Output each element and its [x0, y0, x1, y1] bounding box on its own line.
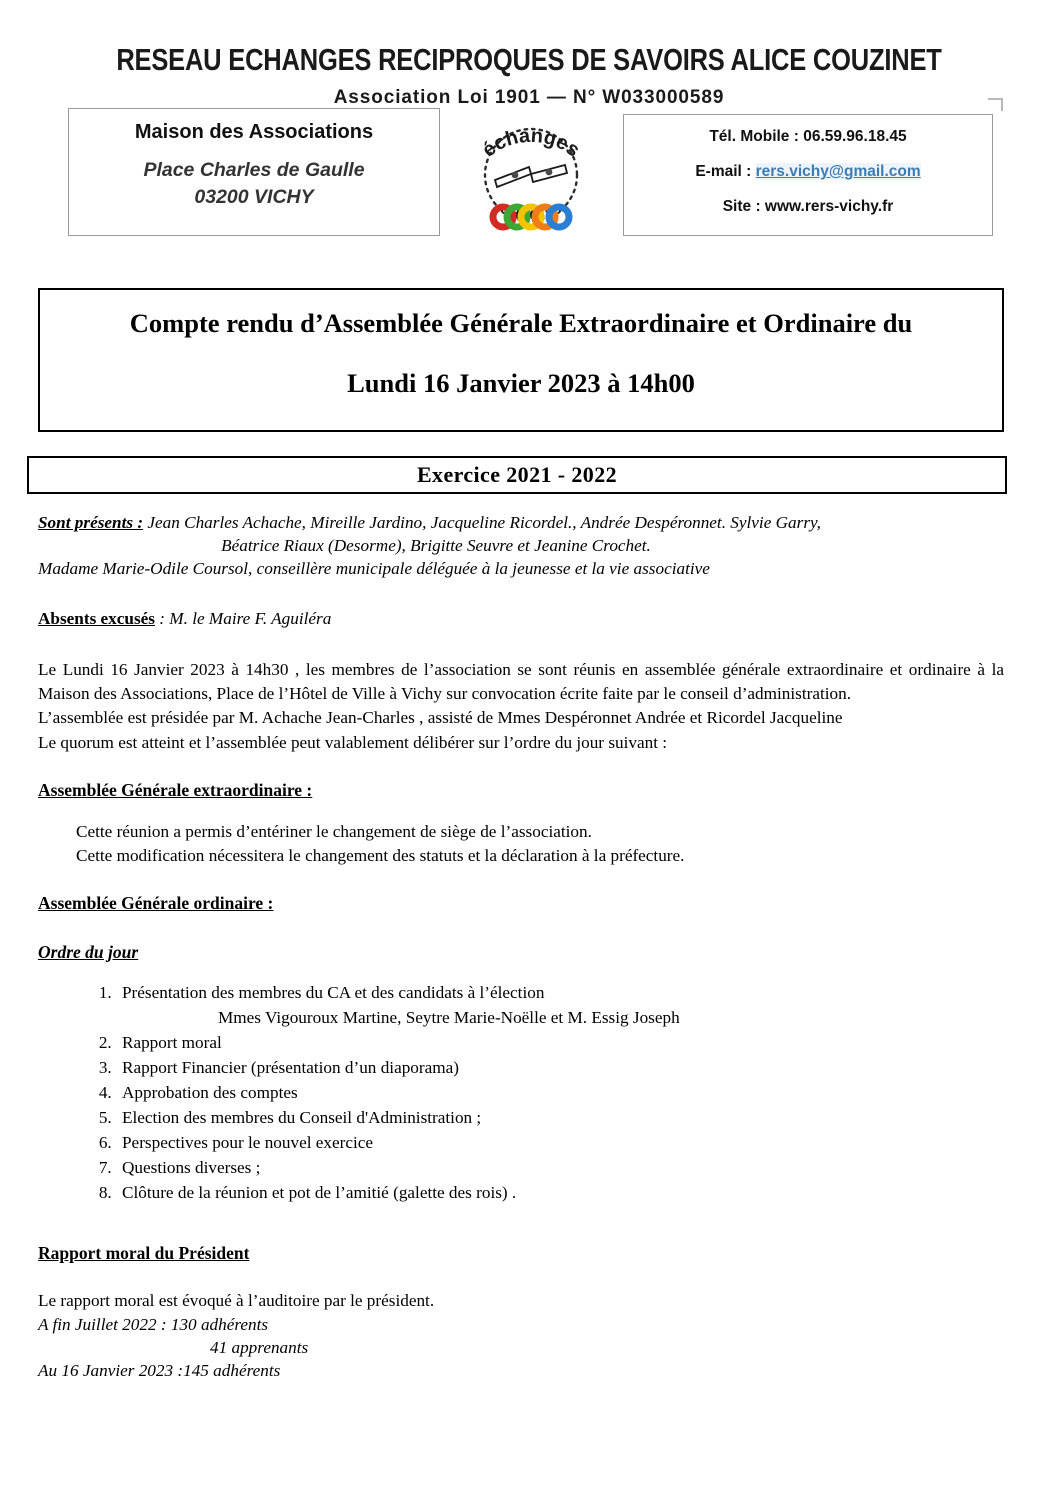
email-line — [624, 163, 992, 181]
agenda-list — [38, 981, 1004, 1205]
address-line-2: Place Charles de Gaulle — [143, 159, 365, 181]
agenda-item: 2. Rapport moral — [116, 1031, 1004, 1056]
section-heading-ordinaire: Assemblée Générale ordinaire : — [38, 892, 274, 913]
agenda-item: 5. Election des membres du Conseil d'Administration ; — [116, 1106, 1004, 1131]
ordre-du-jour-heading: Ordre du jour — [38, 942, 139, 963]
letterhead — [0, 0, 1058, 109]
phone-line: Tél. Mobile : 06.59.96.18.45 — [709, 128, 907, 145]
document-title-line-2: Lundi 16 Janvier 2023 à 14h00 — [347, 367, 695, 398]
logo-arc-text-savoirs: savoirs — [496, 197, 566, 226]
email-link[interactable]: rers.vichy@gmail.com — [755, 163, 921, 180]
extraordinaire-line-2: Cette modification nécessitera le changement des statuts et la déclaration à la préfecture. — [76, 846, 685, 866]
section-heading-extraordinaire: Assemblée Générale extraordinaire : — [38, 780, 313, 801]
logo-arc-text-echanges: échanges — [478, 124, 584, 162]
logo-graphic — [455, 118, 607, 232]
agenda-item: 4. Approbation des comptes — [116, 1081, 1004, 1106]
document-title-line-1: Compte rendu d’Assemblée Générale Extraordinaire et Ordinaire du — [129, 308, 913, 338]
agenda-item: 6. Perspectives pour le nouvel exercice — [116, 1131, 1004, 1156]
agenda-item-text: Présentation des membres du CA et des candidats à l’élection — [122, 983, 545, 1003]
absent-value: : M. le Maire F. Aguiléra — [154, 608, 332, 628]
agenda-item: 7. Questions diverses ; — [116, 1156, 1004, 1181]
present-label: Sont présents : — [38, 513, 144, 532]
rapport-moral-body — [38, 1289, 1004, 1383]
website-line: Site : www.rers-vichy.fr — [722, 198, 894, 215]
agenda-item — [116, 981, 1004, 1031]
exercice-label: Exercice 2021 - 2022 — [416, 462, 618, 487]
address-line-3: 03200 VICHY — [194, 186, 314, 208]
intro-paragraph: Le Lundi 16 Janvier 2023 à 14h30 , les membres de l’association se sont réunis en assemblée générale extraordinaire et ordinaire à la Maison des Associations, Place de l’Hôtel de Ville à Vichy sur convocation écrite faite par le conseil d’administration. — [38, 659, 1004, 703]
intro-line-2: L’assemblée est présidée par M. Achache Jean-Charles , assisté de Mmes Despéronnet Andrée et Ricordel Jacqueline — [38, 708, 843, 728]
book-icon — [495, 165, 567, 187]
present-names-line-1: Jean Charles Achache, Mireille Jardino, Jacqueline Ricordel., Andrée Despéronnet. Sylvie Garry, — [143, 513, 821, 532]
agenda-item: 3. Rapport Financier (présentation d’un diaporama) — [116, 1056, 1004, 1081]
contact-box — [623, 114, 993, 236]
extraordinaire-body — [38, 820, 1004, 867]
attendees-absent — [38, 608, 1004, 631]
address-box — [68, 108, 440, 236]
corner-bracket-artifact — [988, 98, 1003, 111]
association-legal-number: Association Loi 1901 — N° W033000589 — [333, 87, 725, 108]
agenda-item: 8. Clôture de la réunion et pot de l’amitié (galette des rois) . — [116, 1181, 1004, 1206]
rapport-line-2: A fin Juillet 2022 : 130 adhérents — [38, 1314, 269, 1334]
exercice-box — [27, 456, 1007, 494]
intro-line-3: Le quorum est atteint et l’assemblée peut valablement délibérer sur l’ordre du jour suivant : — [38, 732, 668, 752]
attendees-present — [38, 512, 1004, 535]
organization-name: RESEAU ECHANGES RECIPROQUES DE SAVOIRS ALICE COUZINET — [116, 44, 942, 78]
agenda-item-1-sub: Mmes Vigouroux Martine, Seytre Marie-Noëlle et M. Essig Joseph — [218, 1008, 680, 1028]
present-names-line-2: Béatrice Riaux (Desorme), Brigitte Seuvre et Jeanine Crochet. — [221, 535, 651, 555]
document-title-box — [38, 288, 1004, 432]
address-line-1: Maison des Associations — [134, 121, 374, 143]
email-label: E-mail : — [695, 163, 756, 180]
rapport-line-4: Au 16 Janvier 2023 :145 adhérents — [38, 1361, 281, 1381]
rapport-line-1: Le rapport moral est évoqué à l’auditoire par le président. — [38, 1291, 435, 1311]
document-body — [38, 512, 1004, 1383]
present-names-line-3: Madame Marie-Odile Coursol, conseillère municipale déléguée à la jeunesse et la vie associative — [38, 558, 710, 578]
rapport-moral-heading: Rapport moral du Président — [38, 1242, 250, 1263]
extraordinaire-line-1: Cette réunion a permis d’entériner le changement de siège de l’association. — [76, 822, 592, 842]
association-logo — [455, 118, 607, 232]
rapport-line-3: 41 apprenants — [210, 1337, 309, 1357]
absent-label: Absents excusés — [38, 608, 155, 628]
